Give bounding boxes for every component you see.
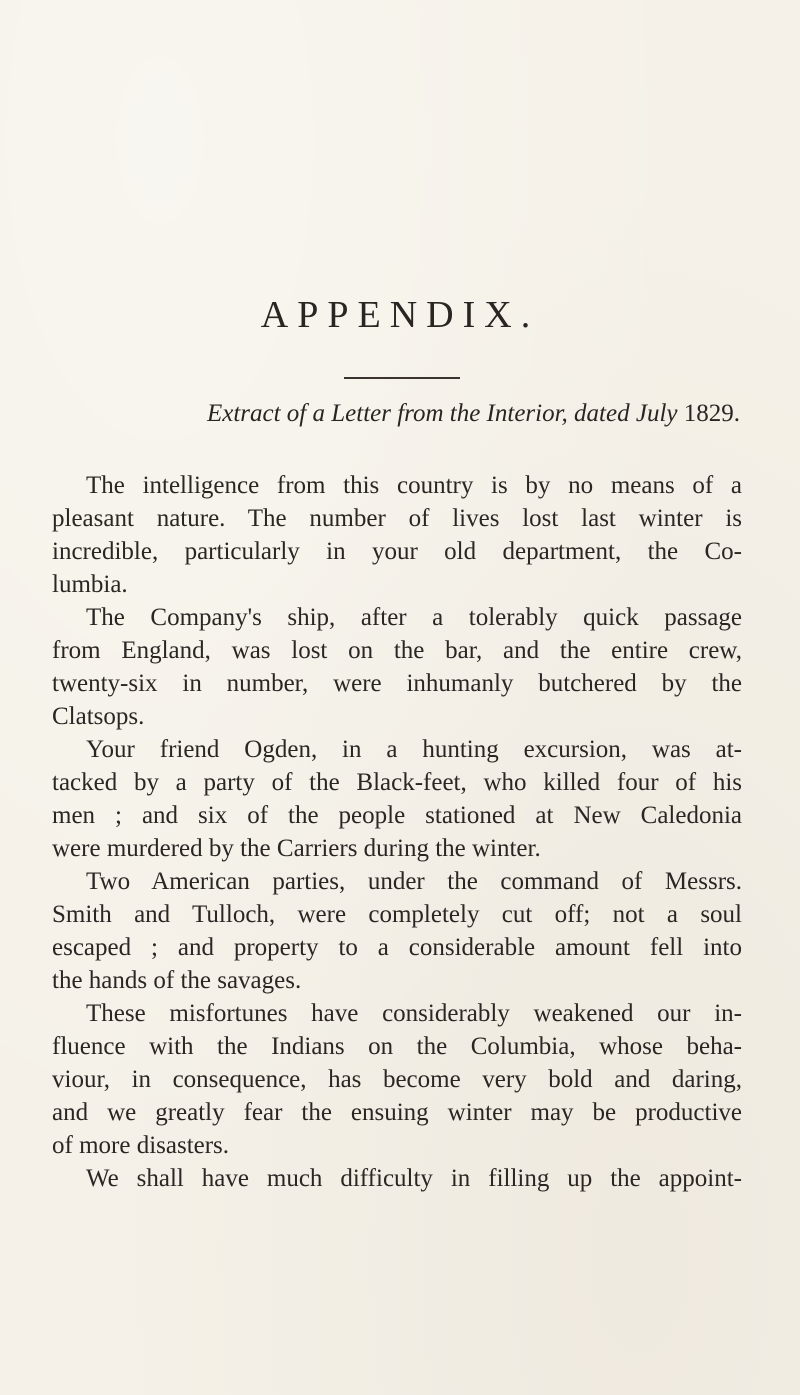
paragraph-line: The intelligence from this country is by no means of a	[86, 472, 742, 499]
paragraph-line: from England, was lost on the bar, and the entire crew,	[52, 637, 742, 664]
paragraph-line: Your friend Ogden, in a hunting excursion, was at-	[86, 736, 742, 763]
paragraph-line: incredible, particularly in your old department, the Co-	[52, 538, 742, 565]
paragraph-line: men ; and six of the people stationed at New Caledonia	[52, 802, 742, 829]
paragraph-line: and we greatly fear the ensuing winter may be productive	[52, 1099, 742, 1126]
paragraph-line: pleasant nature. The number of lives lost last winter is	[52, 505, 742, 532]
paragraph-line: These misfortunes have considerably weakened our in-	[86, 1000, 742, 1027]
paragraph-line: Two American parties, under the command of Messrs.	[86, 868, 742, 895]
heading-divider	[344, 377, 460, 379]
appendix-heading: APPENDIX.	[260, 294, 540, 336]
paragraph-line: Smith and Tulloch, were completely cut off; not a soul	[52, 901, 742, 928]
paragraph-line: twenty-six in number, were inhumanly butchered by the	[52, 670, 742, 697]
paragraph-line: escaped ; and property to a considerable amount fell into	[52, 934, 742, 961]
paragraph-line: tacked by a party of the Black-feet, who killed four of his	[52, 769, 742, 796]
paragraph-line: fluence with the Indians on the Columbia, whose beha-	[52, 1033, 742, 1060]
extract-title-italic: Extract of a Letter from the Interior, dated July	[206, 400, 678, 427]
extract-title	[80, 396, 740, 432]
paragraph-line: were murdered by the Carriers during the winter.	[52, 835, 541, 862]
letter-body	[52, 469, 742, 1195]
extract-title-year: 1829.	[683, 400, 740, 427]
paragraph-line: lumbia.	[52, 571, 128, 598]
paragraph-line: viour, in consequence, has become very bold and daring,	[52, 1066, 742, 1093]
paragraph-line: We shall have much difficulty in filling up the appoint-	[86, 1165, 742, 1192]
paragraph-line: Clatsops.	[52, 703, 145, 730]
paragraph-line: of more disasters.	[52, 1132, 230, 1159]
paragraph-line: the hands of the savages.	[52, 967, 302, 994]
paragraph-line: The Company's ship, after a tolerably quick passage	[86, 604, 742, 631]
